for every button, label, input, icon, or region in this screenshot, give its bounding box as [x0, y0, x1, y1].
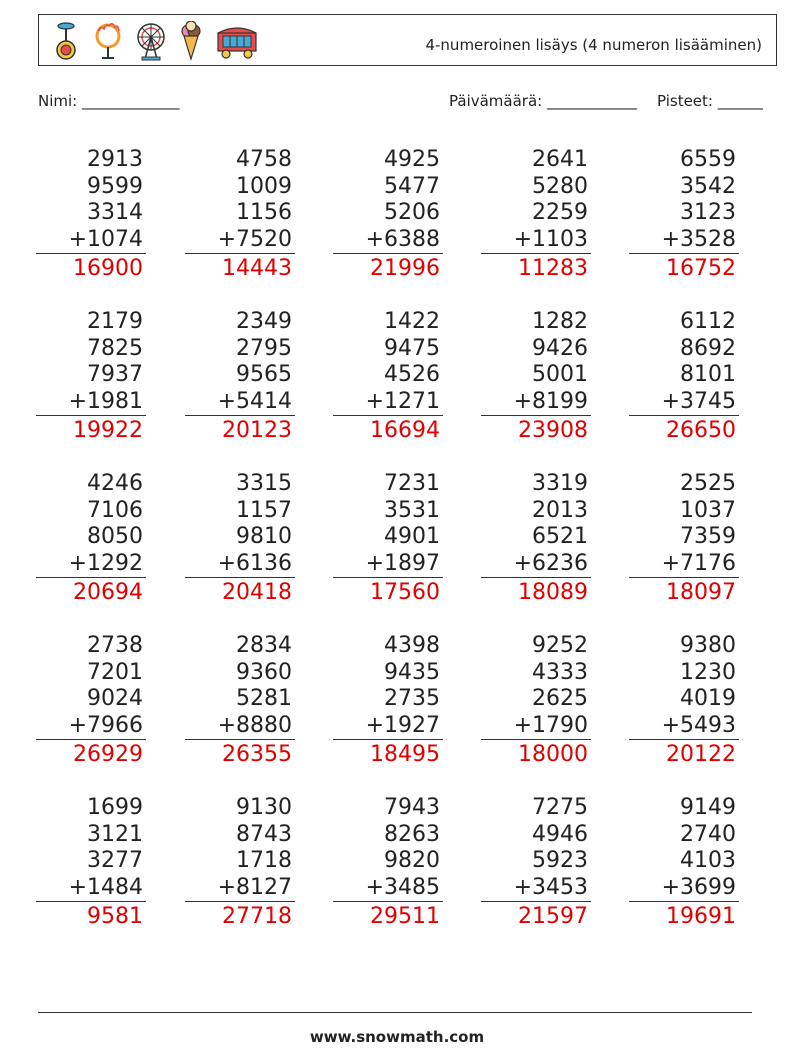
addition-problem: [333, 795, 443, 931]
addend: 9435: [384, 659, 440, 685]
answer: 29511: [370, 904, 440, 929]
date-field: Päivämäärä: ____________: [449, 92, 637, 110]
addend: 4925: [384, 147, 440, 172]
last-addend: +6236: [481, 551, 591, 579]
addition-problem: [481, 309, 591, 445]
answer: 17560: [370, 580, 440, 605]
last-addend: +6136: [185, 551, 295, 579]
answer: 16900: [73, 256, 143, 281]
addition-problem: [185, 795, 295, 931]
addend: 8743: [236, 821, 292, 847]
last-addend: +1790: [481, 713, 591, 741]
addend: 2525: [680, 471, 736, 496]
answer: 26650: [666, 418, 736, 443]
addend: 6112: [680, 309, 736, 334]
last-addend: +8880: [185, 713, 295, 741]
answer: 18097: [666, 580, 736, 605]
worksheet-header: [38, 14, 777, 66]
addend: 9130: [236, 795, 292, 820]
last-addend: +6388: [333, 227, 443, 255]
addend: 9360: [236, 659, 292, 685]
addend: 8263: [384, 821, 440, 847]
unicycle-icon: [51, 21, 81, 61]
header-icons: [51, 21, 259, 61]
footer-divider: [38, 1012, 752, 1013]
answer: 9581: [87, 904, 143, 929]
addend: 5001: [532, 362, 588, 387]
addend: 2913: [87, 147, 143, 172]
addend: 6559: [680, 147, 736, 172]
ferris-wheel-icon: [135, 21, 167, 61]
last-addend: +3745: [629, 389, 739, 417]
addend: 5206: [384, 200, 440, 225]
last-addend: +3453: [481, 875, 591, 903]
last-addend: +5414: [185, 389, 295, 417]
addend: 1699: [87, 795, 143, 820]
addend: 4019: [680, 686, 736, 711]
addend: 7825: [87, 335, 143, 361]
addend: 9380: [680, 633, 736, 658]
addend: 9599: [87, 173, 143, 199]
addend: 5477: [384, 173, 440, 199]
addend: 8692: [680, 335, 736, 361]
answer: 20418: [222, 580, 292, 605]
addend: 4946: [532, 821, 588, 847]
addend: 9820: [384, 848, 440, 873]
addend: 4758: [236, 147, 292, 172]
footer-site: www.snowmath.com: [309, 1028, 485, 1046]
addend: 4901: [384, 524, 440, 549]
addition-problem: [481, 633, 591, 769]
addition-problem: [629, 471, 739, 607]
answer: 26355: [222, 742, 292, 767]
addition-problem: [185, 633, 295, 769]
addend: 3315: [236, 471, 292, 496]
answer: 14443: [222, 256, 292, 281]
answer: 23908: [518, 418, 588, 443]
addition-problem: [185, 471, 295, 607]
addition-problem: [333, 309, 443, 445]
answer: 18089: [518, 580, 588, 605]
addend: 4398: [384, 633, 440, 658]
addition-problem: [185, 309, 295, 445]
addend: 9475: [384, 335, 440, 361]
addition-problem: [36, 471, 146, 607]
last-addend: +1927: [333, 713, 443, 741]
fire-hoop-icon: [93, 21, 123, 61]
addition-problem: [333, 147, 443, 283]
addend: 1009: [236, 173, 292, 199]
last-addend: +1484: [36, 875, 146, 903]
last-addend: +3699: [629, 875, 739, 903]
answer: 21996: [370, 256, 440, 281]
addition-problem: [333, 471, 443, 607]
last-addend: +1981: [36, 389, 146, 417]
circus-wagon-icon: [215, 21, 259, 61]
addition-problem: [481, 471, 591, 607]
addend: 9426: [532, 335, 588, 361]
addend: 1718: [236, 848, 292, 873]
addend: 3277: [87, 848, 143, 873]
addition-problem: [629, 795, 739, 931]
addition-problem: [36, 633, 146, 769]
addend: 1157: [236, 497, 292, 523]
ice-cream-icon: [179, 21, 203, 61]
addend: 3531: [384, 497, 440, 523]
addend: 2738: [87, 633, 143, 658]
answer: 19691: [666, 904, 736, 929]
addend: 2795: [236, 335, 292, 361]
addend: 8101: [680, 362, 736, 387]
answer: 18000: [518, 742, 588, 767]
last-addend: +5493: [629, 713, 739, 741]
addend: 2740: [680, 821, 736, 847]
last-addend: +3528: [629, 227, 739, 255]
answer: 18495: [370, 742, 440, 767]
addition-problem: [36, 147, 146, 283]
addend: 2179: [87, 309, 143, 334]
addend: 3319: [532, 471, 588, 496]
addend: 2625: [532, 686, 588, 711]
addend: 9024: [87, 686, 143, 711]
last-addend: +7966: [36, 713, 146, 741]
last-addend: +8127: [185, 875, 295, 903]
addition-problem: [629, 147, 739, 283]
addend: 1037: [680, 497, 736, 523]
addition-problem: [36, 309, 146, 445]
addend: 6521: [532, 524, 588, 549]
addend: 2735: [384, 686, 440, 711]
worksheet-title: 4-numeroinen lisäys (4 numeron lisääminen): [425, 36, 762, 54]
last-addend: +1074: [36, 227, 146, 255]
addend: 5923: [532, 848, 588, 873]
addend: 1422: [384, 309, 440, 334]
answer: 27718: [222, 904, 292, 929]
last-addend: +3485: [333, 875, 443, 903]
addend: 3121: [87, 821, 143, 847]
last-addend: +1103: [481, 227, 591, 255]
addend: 4103: [680, 848, 736, 873]
addition-problem: [185, 147, 295, 283]
addend: 3123: [680, 200, 736, 225]
last-addend: +8199: [481, 389, 591, 417]
addend: 7275: [532, 795, 588, 820]
addend: 7937: [87, 362, 143, 387]
addend: 2259: [532, 200, 588, 225]
addend: 4246: [87, 471, 143, 496]
addition-problem: [36, 795, 146, 931]
addend: 2641: [532, 147, 588, 172]
answer: 19922: [73, 418, 143, 443]
addend: 2834: [236, 633, 292, 658]
addend: 7231: [384, 471, 440, 496]
addend: 3542: [680, 173, 736, 199]
last-addend: +7520: [185, 227, 295, 255]
addend: 4526: [384, 362, 440, 387]
answer: 16752: [666, 256, 736, 281]
answer: 11283: [518, 256, 588, 281]
score-field: Pisteet: ______: [657, 92, 763, 110]
last-addend: +7176: [629, 551, 739, 579]
addition-problem: [481, 147, 591, 283]
last-addend: +1897: [333, 551, 443, 579]
addend: 1156: [236, 200, 292, 225]
addend: 5281: [236, 686, 292, 711]
addition-problem: [333, 633, 443, 769]
addition-problem: [481, 795, 591, 931]
answer: 16694: [370, 418, 440, 443]
answer: 20123: [222, 418, 292, 443]
addend: 1230: [680, 659, 736, 685]
addend: 4333: [532, 659, 588, 685]
answer: 26929: [73, 742, 143, 767]
addend: 1282: [532, 309, 588, 334]
addend: 9149: [680, 795, 736, 820]
last-addend: +1292: [36, 551, 146, 579]
addend: 9565: [236, 362, 292, 387]
answer: 20694: [73, 580, 143, 605]
addend: 8050: [87, 524, 143, 549]
addend: 9252: [532, 633, 588, 658]
addition-problem: [629, 633, 739, 769]
name-field: Nimi: _____________: [38, 92, 180, 110]
addend: 5280: [532, 173, 588, 199]
addend: 2013: [532, 497, 588, 523]
addend: 7106: [87, 497, 143, 523]
addend: 7943: [384, 795, 440, 820]
addition-problem: [629, 309, 739, 445]
addend: 7359: [680, 524, 736, 549]
addend: 7201: [87, 659, 143, 685]
answer: 21597: [518, 904, 588, 929]
addend: 9810: [236, 524, 292, 549]
addend: 2349: [236, 309, 292, 334]
answer: 20122: [666, 742, 736, 767]
last-addend: +1271: [333, 389, 443, 417]
addend: 3314: [87, 200, 143, 225]
